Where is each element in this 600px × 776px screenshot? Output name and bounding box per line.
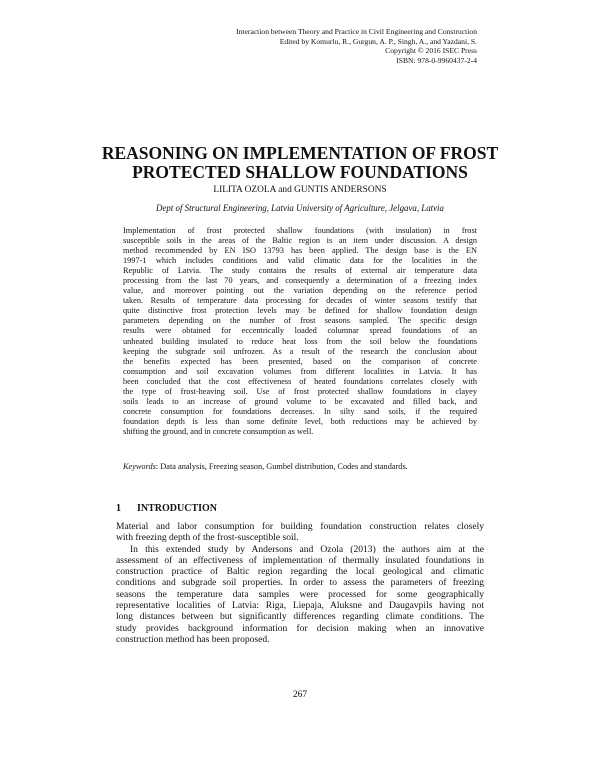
paper-title (60, 144, 540, 182)
abstract-line: unheated building insulated to reduce heat loss from the soil below the foundations (123, 336, 477, 346)
page-number: 267 (292, 690, 308, 700)
running-header (137, 27, 477, 65)
body-line: with freezing depth of the frost-susceptible soil. (116, 532, 299, 544)
abstract-line: parameters depending on the number of frost seasons sampled. The specific design (123, 316, 477, 326)
abstract-line: Implementation of frost protected shallow foundations (with insulation) in frost (123, 226, 477, 235)
abstract-line: processing from the last 70 years, and consequently a determination of a freezing index (123, 276, 477, 286)
body-line: assessment of an effectiveness of implementation of thermally insulated foundations in (116, 554, 484, 566)
abstract-line: consumption and soil excavation volumes from different localities in Latvia. It has (123, 366, 477, 376)
section-title: INTRODUCTION (137, 503, 218, 514)
abstract-line: value, and moreover pointing out the variation depending on the reference period (123, 286, 477, 296)
body-line: seasons the temperature data samples were processed for some geographically (116, 588, 484, 600)
abstract-line: quite distinctive frost protection levels may be defined for shallow foundation design (123, 306, 477, 316)
abstract-line: been concluded that the cost effectiveness of heated foundations correlates closely with (123, 376, 477, 386)
body-line: long distances between but significantly differences regarding climate conditions. The (116, 611, 484, 623)
header-line: Copyright © 2016 ISEC Press (385, 46, 477, 56)
abstract-line: keeping the subgrade soil unfrozen. As a result of the research the conclusion about (123, 346, 477, 356)
section-heading (116, 503, 217, 514)
abstract-line: method recommended by EN ISO 13793 has been applied. The design base is the EN (123, 246, 477, 256)
abstract-line: concrete consumption for foundations decreases. In silty sand soils, if the required (123, 406, 477, 416)
body-line: representative localities of Latvia: Riga, Liepaja, Aluksne and Daugavpils having not (116, 600, 484, 612)
header-line: Edited by Komurlu, R., Gurgun, A. P., Singh, A., and Yazdani, S. (279, 36, 477, 46)
body-line: construction method has been proposed. (116, 633, 270, 645)
abstract-line: the type of frost-heaving soil. Use of frost protected shallow foundations in clayey (123, 386, 477, 396)
body-line: study provides background information for decision making when an innovative (116, 622, 484, 634)
body-line: construction practice of Baltic region regarding the local geological and climatic (116, 566, 484, 578)
abstract-line: results were obtained for eccentrically loaded columnar spread foundations of an (123, 326, 477, 336)
title-line-1: REASONING ON IMPLEMENTATION OF FROST (101, 143, 499, 163)
header-line: ISBN: 978-0-9960437-2-4 (396, 55, 477, 65)
abstract-line: shifting the ground, and in concrete consumption as well. (123, 426, 314, 436)
abstract-line: Republic of Latvia. The study contains the results of external air temperature data (123, 266, 477, 276)
abstract (123, 226, 477, 437)
abstract-line: susceptible soils in the areas of the Baltic region is an item under discussion. A design (123, 236, 477, 246)
header-line: Interaction between Theory and Practice in Civil Engineering and Construction (236, 27, 477, 36)
abstract-line: 1997-1 which includes conditions and valid climatic data for the localities in the (123, 256, 477, 266)
abstract-line: foundation depth is less than some definite level, both reductions may be achieved by (123, 416, 477, 426)
affiliation: Dept of Structural Engineering, Latvia University of Agriculture, Jelgava, Latvia (156, 203, 444, 213)
abstract-line: soils leads to an increase of ground volume to be excavated and filled back, and (123, 396, 477, 406)
keywords-label: Keywords (123, 462, 156, 471)
body-line: conditions and subgrade soil properties. In order to assess the parameters of freezing (116, 577, 484, 589)
abstract-line: taken. Results of temperature data processing for decades of winter seasons testify that (123, 296, 477, 306)
keywords-text: : Data analysis, Freezing season, Gumbel distribution, Codes and standards. (155, 462, 408, 471)
body-line: In this extended study by Andersons and Ozola (2013) the authors aim at the (130, 543, 484, 555)
keywords (123, 462, 477, 471)
section-number: 1 (116, 503, 121, 514)
body-line: Material and labor consumption for building foundation construction relates closely (116, 521, 484, 532)
authors: LILITA OZOLA and GUNTIS ANDERSONS (213, 185, 387, 195)
abstract-line: the benefits expected has been presented, based on the comparison of concrete (123, 356, 477, 366)
introduction-body (116, 521, 484, 645)
title-line-2: PROTECTED SHALLOW FOUNDATIONS (132, 162, 468, 182)
